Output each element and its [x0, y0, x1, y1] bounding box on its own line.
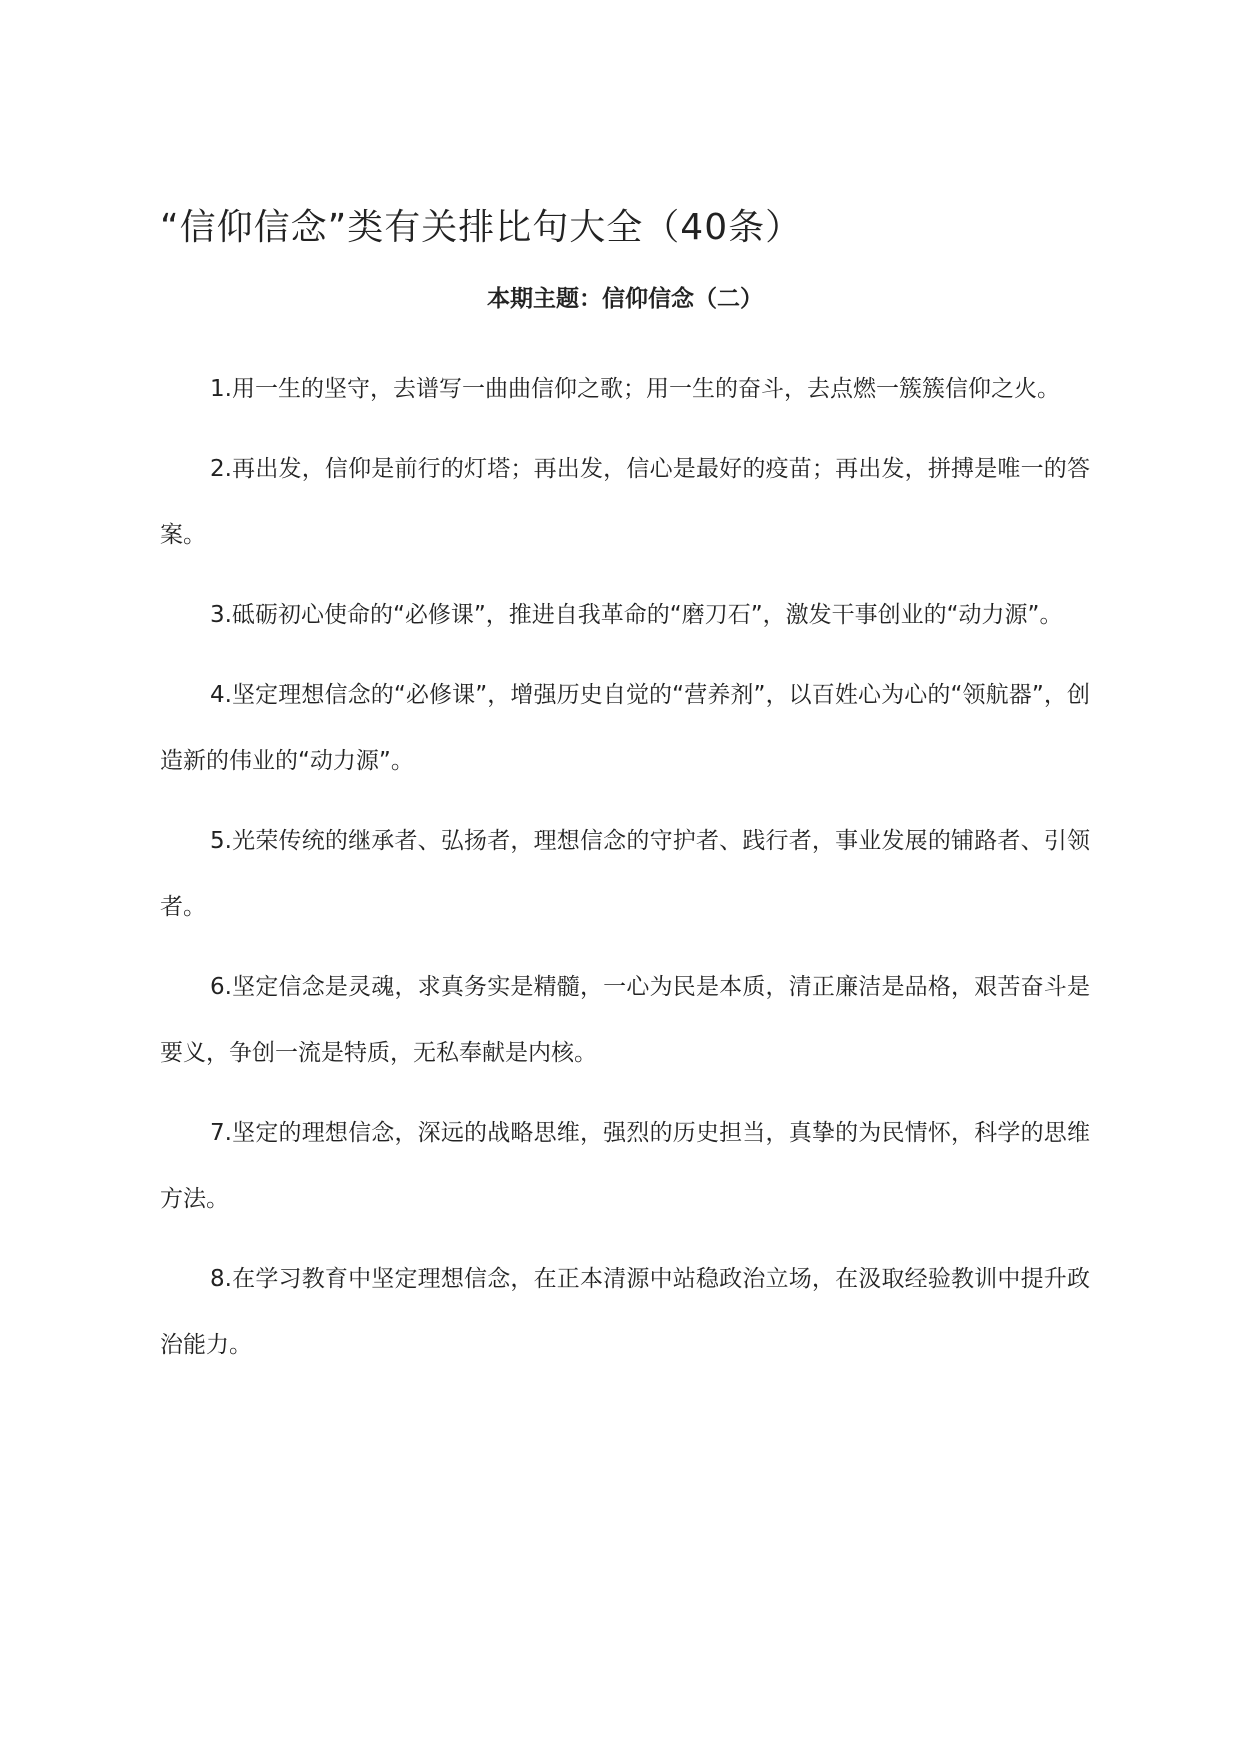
document-subtitle: 本期主题：信仰信念（二）	[487, 286, 763, 312]
list-item: 3.砥砺初心使命的“必修课”，推进自我革命的“磨刀石”，激发干事创业的“动力源”。	[210, 602, 1063, 628]
list-item: 5.光荣传统的继承者、弘扬者，理想信念的守护者、践行者，事业发展的铺路者、引领者。	[160, 828, 1090, 920]
list-item: 8.在学习教育中坚定理想信念，在正本清源中站稳政治立场，在汲取经验教训中提升政治能力。	[160, 1266, 1090, 1358]
document-body	[160, 200, 1090, 1392]
list-item: 2.再出发，信仰是前行的灯塔；再出发，信心是最好的疫苗；再出发，拼搏是唯一的答案。	[160, 456, 1090, 548]
document-title: “信仰信念”类有关排比句大全（40条）	[160, 207, 803, 248]
sentence-list	[160, 356, 1090, 1378]
list-item: 7.坚定的理想信念，深远的战略思维，强烈的历史担当，真挚的为民情怀，科学的思维方法。	[160, 1120, 1090, 1212]
list-item: 6.坚定信念是灵魂，求真务实是精髓，一心为民是本质，清正廉洁是品格，艰苦奋斗是要义，争创一流是特质，无私奉献是内核。	[160, 974, 1090, 1066]
list-item: 4.坚定理想信念的“必修课”，增强历史自觉的“营养剂”，以百姓心为心的“领航器”，创造新的伟业的“动力源”。	[160, 682, 1090, 774]
list-item: 1.用一生的坚守，去谱写一曲曲信仰之歌；用一生的奋斗，去点燃一簇簇信仰之火。	[210, 376, 1060, 402]
